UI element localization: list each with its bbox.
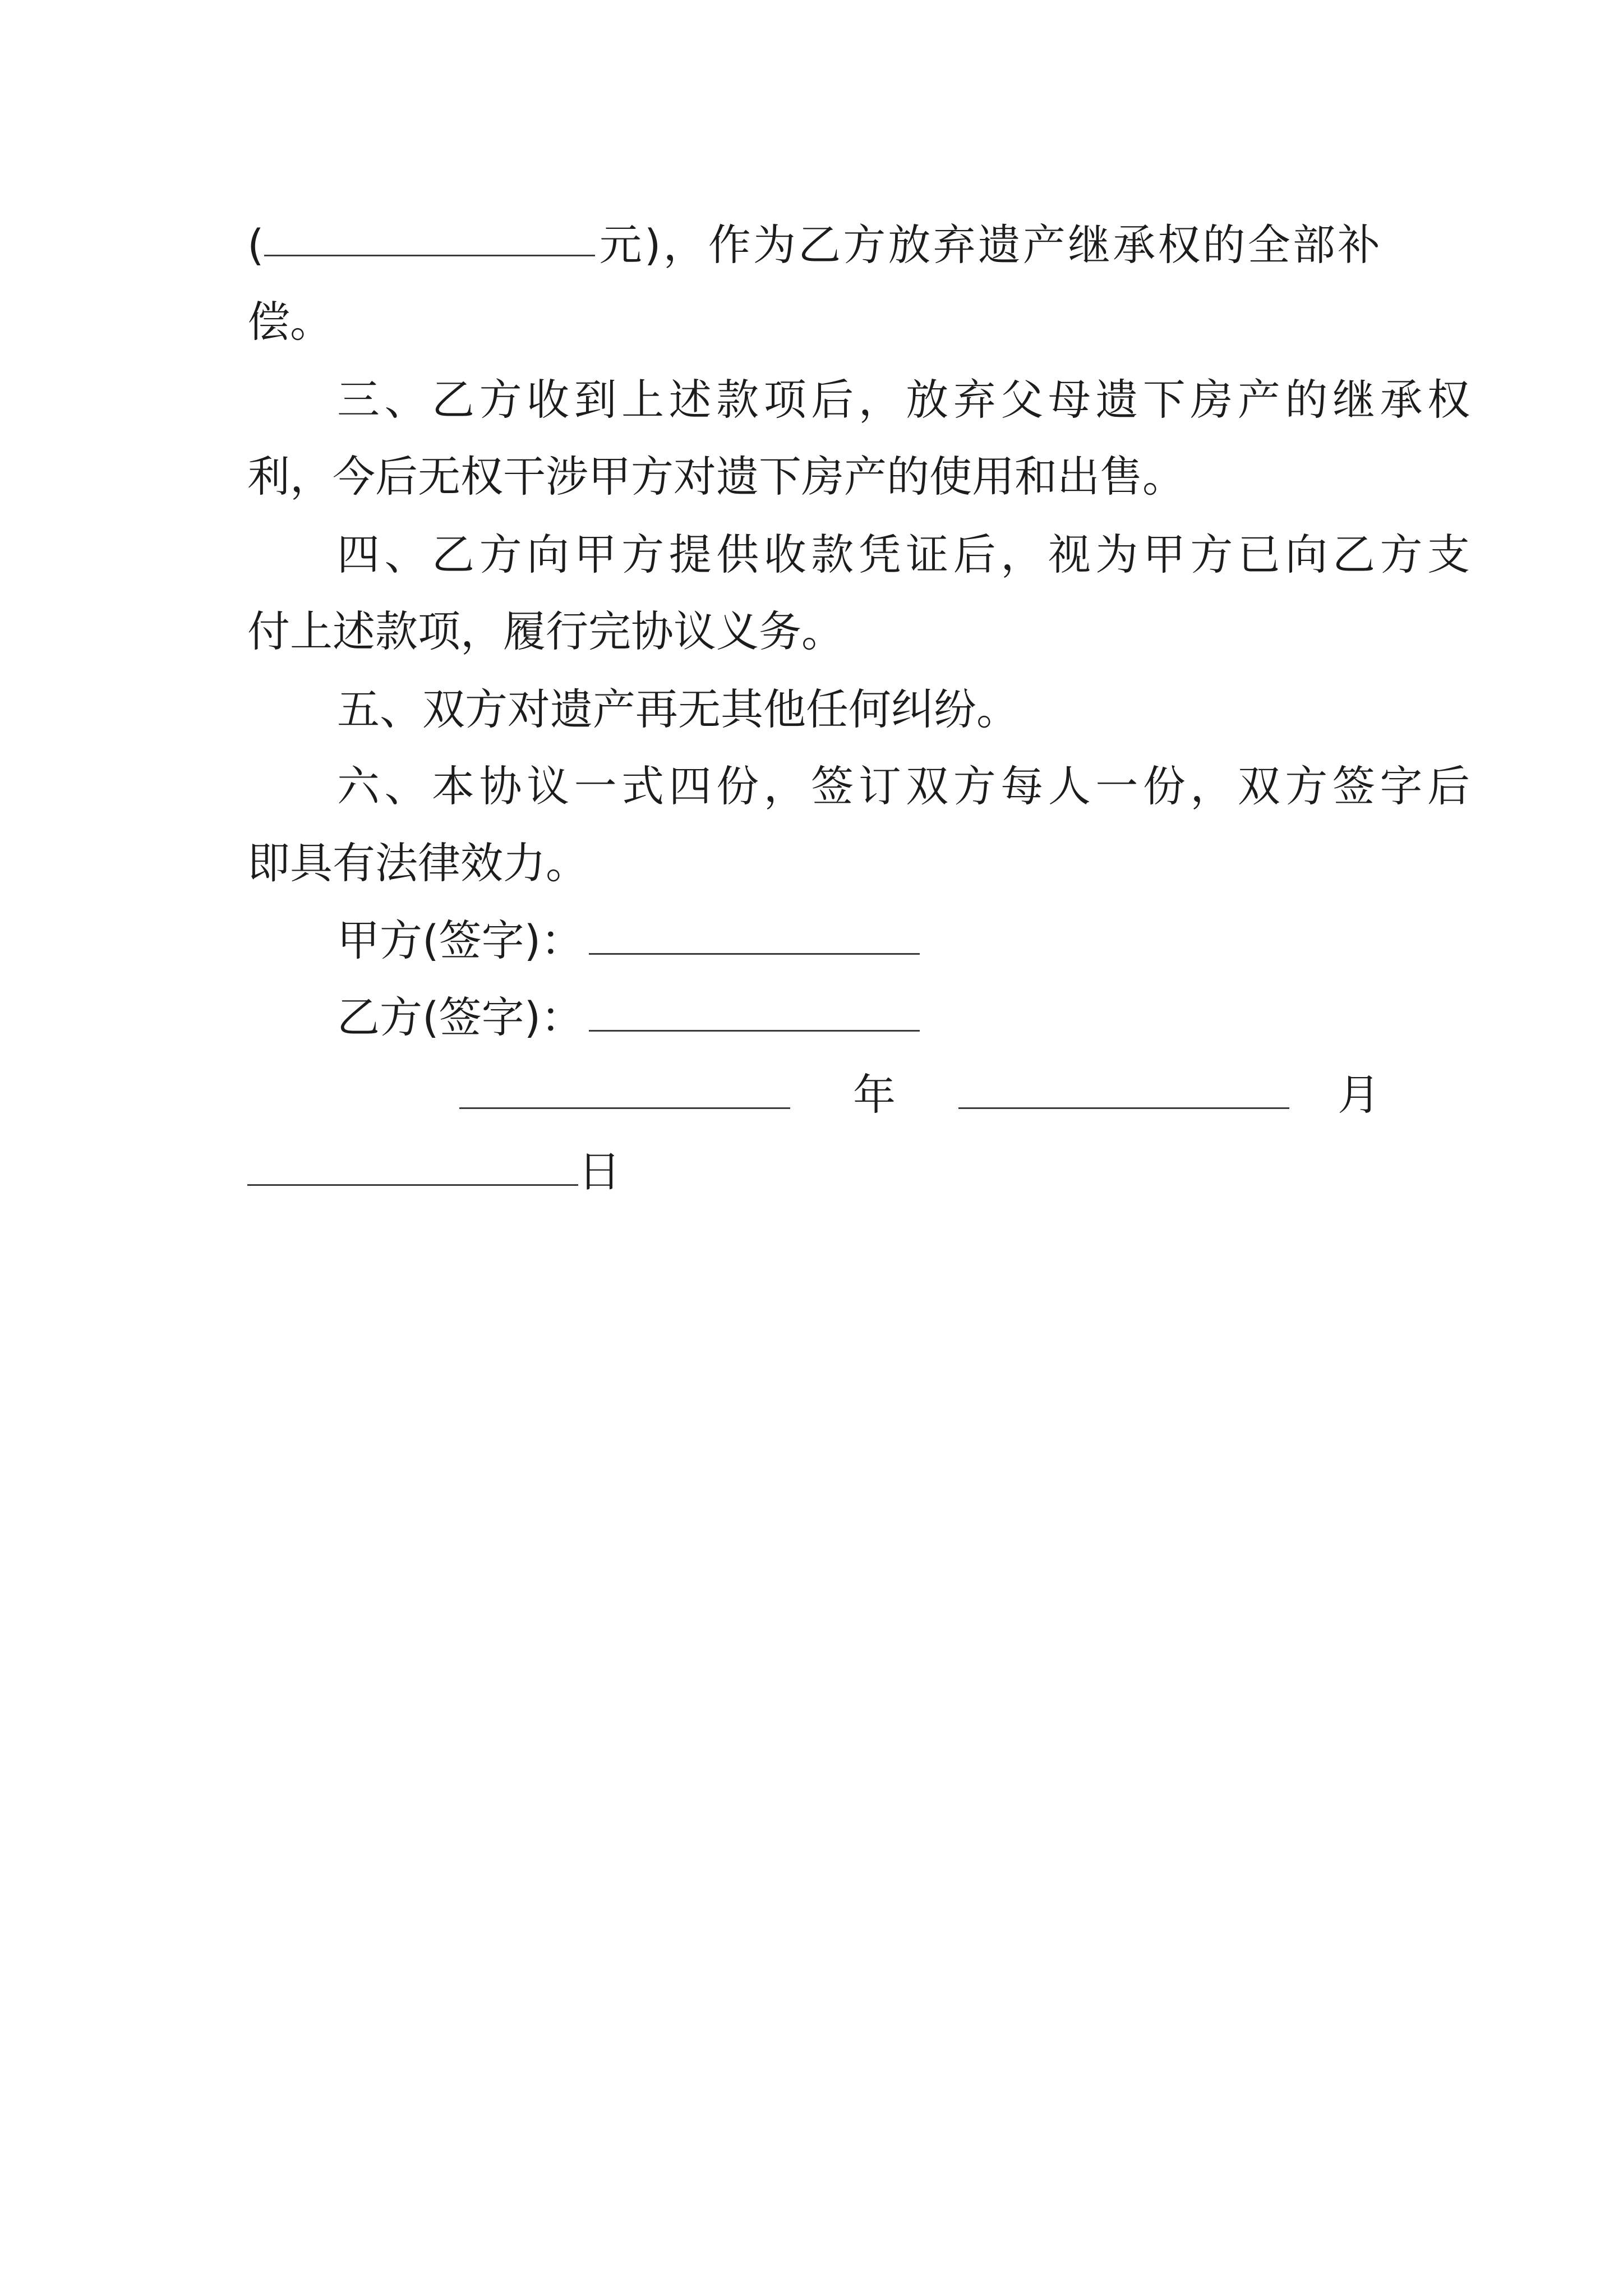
clause-4-line-2: 付上述款项，履行完协议义务。 xyxy=(247,606,844,656)
party-a-signature-row xyxy=(247,902,1470,979)
date-row xyxy=(247,1056,1380,1133)
clause-4-line-1: 四、乙方向甲方提供收款凭证后，视为甲方已向乙方支 xyxy=(337,530,1470,579)
compensation-line-1 xyxy=(247,206,1380,283)
compensation-text: 元)，作为乙方放弃遗产继承权的全部补 xyxy=(599,220,1380,270)
clause-6-line-2: 即具有法律效力。 xyxy=(247,838,588,888)
clause-3-line-1: 三、乙方收到上述款项后，放弃父母遗下房产的继承权 xyxy=(337,375,1470,425)
day-label: 日 xyxy=(578,1147,621,1197)
clause-6-line-1: 六、本协议一式四份，签订双方每人一份，双方签字后 xyxy=(337,761,1470,811)
month-blank[interactable] xyxy=(958,1074,1289,1109)
year-label: 年 xyxy=(853,1070,896,1120)
clause-3-line-2: 利，今后无权干涉甲方对遗下房产的使用和出售。 xyxy=(247,452,1185,501)
party-b-signature-row xyxy=(247,979,1470,1056)
open-paren: ( xyxy=(247,220,264,270)
clause-5-line-1: 五、双方对遗产再无其他任何纠纷。 xyxy=(337,684,1019,734)
amount-blank[interactable] xyxy=(264,221,595,256)
party-b-signature-blank[interactable] xyxy=(589,996,920,1032)
date-row-day xyxy=(247,1133,1380,1210)
party-a-signature-blank[interactable] xyxy=(589,919,920,955)
month-label: 月 xyxy=(1338,1070,1380,1120)
compensation-amount-wrap xyxy=(247,206,595,283)
party-a-label: 甲方(签字)： xyxy=(337,915,584,965)
compensation-line-2: 偿。 xyxy=(247,297,333,347)
year-blank[interactable] xyxy=(459,1074,790,1109)
party-b-label: 乙方(签字)： xyxy=(337,992,584,1042)
day-blank[interactable] xyxy=(247,1151,578,1186)
